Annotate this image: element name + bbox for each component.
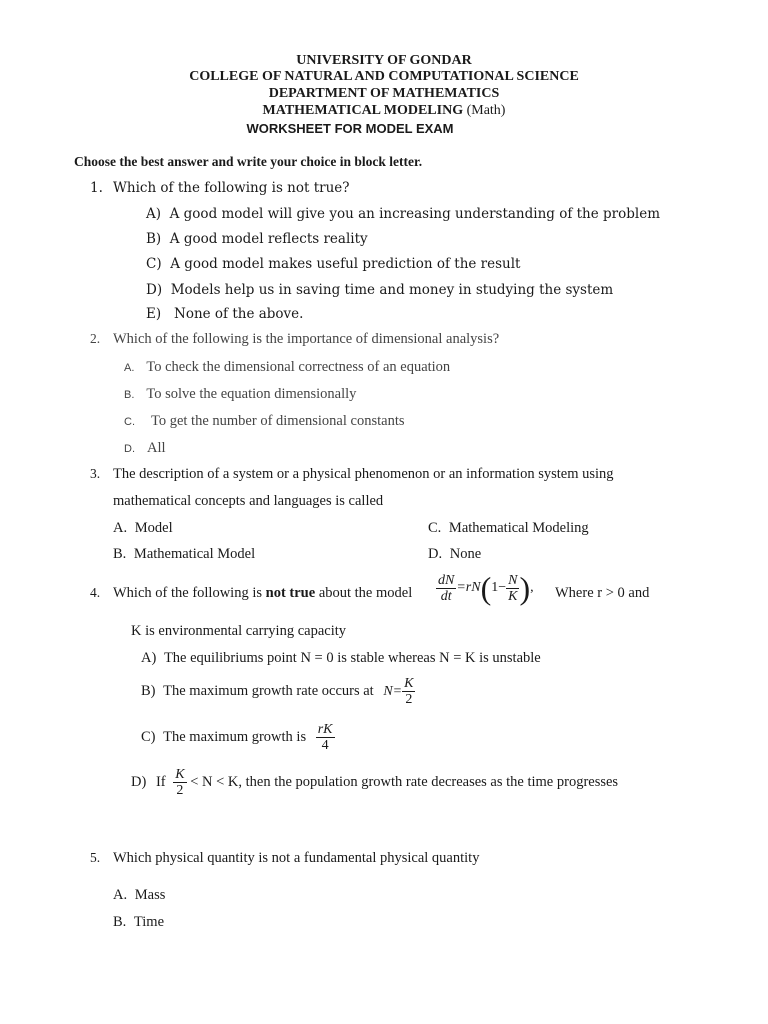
- option-letter: D): [131, 773, 147, 790]
- q2-option-c: [124, 412, 405, 430]
- q2-option-a: [124, 358, 450, 376]
- q3-option-c: [428, 520, 589, 537]
- q3-option-b: [113, 546, 255, 563]
- option-text: Mathematical Modeling: [448, 520, 589, 536]
- q1-number: 1.: [90, 180, 103, 196]
- n-over-k-fraction: [506, 573, 519, 604]
- fraction-denominator: 2: [176, 783, 184, 798]
- option-letter: D.: [428, 546, 443, 562]
- option-text: To solve the equation dimensionally: [146, 386, 357, 402]
- option-letter: C.: [428, 520, 442, 536]
- q2-option-d: [124, 439, 166, 457]
- q1-option-b: [146, 231, 368, 247]
- equation-middle: =rN: [456, 580, 481, 596]
- department-name: DEPARTMENT OF MATHEMATICS: [268, 86, 500, 101]
- q4-option-d: [131, 767, 618, 798]
- option-text: None: [449, 546, 482, 562]
- college-name: COLLEGE OF NATURAL AND COMPUTATIONAL SCIENCE: [189, 69, 579, 84]
- q4-text-line2: K is environmental carrying capacity: [131, 623, 347, 639]
- q3-number: 3.: [90, 466, 101, 481]
- option-text: All: [147, 440, 166, 456]
- q3-option-d: [428, 546, 481, 563]
- option-text: Mathematical Model: [133, 546, 256, 562]
- option-text: The equilibriums point N = 0 is stable whereas N = K is unstable: [163, 650, 541, 666]
- option-text: < N < K, then the population growth rate decreases as the time progresses: [190, 773, 619, 790]
- q2-option-b: [124, 385, 356, 403]
- option-text: Models help us in saving time and money in studying the system: [170, 282, 614, 298]
- option-letter: E): [146, 306, 162, 322]
- q4-number: 4.: [90, 585, 101, 600]
- q4-text: [113, 585, 412, 602]
- instruction-text: Choose the best answer and write your choice in block letter.: [74, 154, 423, 169]
- fraction-numerator: K: [404, 676, 414, 691]
- q5-option-b: [113, 914, 164, 931]
- option-text: A good model reflects reality: [169, 231, 368, 247]
- option-text: Time: [133, 914, 165, 930]
- q5-number: 5.: [90, 850, 101, 865]
- option-letter: B.: [124, 389, 135, 401]
- q4-text-bold: not true: [265, 585, 316, 601]
- course-code: (Math): [466, 103, 506, 118]
- equation-comma: ,: [530, 580, 534, 596]
- left-paren: (: [480, 570, 492, 606]
- option-text: A good model will give you an increasing understanding of the problem: [169, 206, 660, 222]
- q5-option-a: [113, 887, 165, 904]
- q4-text-post: about the model: [315, 585, 413, 601]
- one-minus: 1−: [491, 580, 507, 596]
- option-text: None of the above.: [174, 306, 304, 322]
- q2-number: 2.: [90, 331, 101, 346]
- fraction-denominator: K: [508, 588, 518, 604]
- university-name: UNIVERSITY OF GONDAR: [296, 53, 472, 68]
- option-letter: C): [141, 728, 156, 745]
- course-title: [0, 103, 768, 119]
- math-n-equals: N=: [383, 683, 403, 699]
- option-text: A good model makes useful prediction of the result: [170, 256, 521, 272]
- option-letter: A.: [113, 520, 128, 536]
- option-letter: B): [146, 231, 162, 247]
- right-paren: ): [519, 570, 531, 606]
- q4-option-b: [141, 676, 415, 707]
- option-letter: A): [141, 650, 157, 666]
- option-letter: D.: [124, 443, 135, 455]
- k-over-2-fraction: [402, 676, 415, 707]
- q5-text: Which physical quantity is not a fundamental physical quantity: [113, 850, 480, 866]
- option-letter: B.: [113, 914, 127, 930]
- q4-option-c: [141, 722, 335, 753]
- option-text: To check the dimensional correctness of an equation: [146, 359, 451, 375]
- option-text: Model: [134, 520, 173, 536]
- option-text: The maximum growth is: [163, 728, 307, 745]
- q1-option-e: [146, 306, 303, 322]
- option-letter: B): [141, 682, 156, 699]
- q1-option-d: [146, 282, 613, 298]
- option-text: Mass: [134, 887, 166, 903]
- option-letter: B.: [113, 546, 127, 562]
- option-text: To get the number of dimensional constants: [151, 413, 405, 429]
- logistic-equation: [436, 572, 534, 604]
- q4-text-pre: Which of the following is: [113, 585, 266, 601]
- option-letter: A.: [124, 362, 135, 374]
- dn-dt-fraction: [436, 573, 456, 604]
- fraction-denominator: dt: [440, 588, 452, 604]
- q4-option-a: [141, 650, 541, 667]
- option-letter: A.: [113, 887, 128, 903]
- q3-text-line2: mathematical concepts and languages is called: [113, 493, 384, 509]
- fraction-numerator: K: [175, 767, 185, 782]
- q1-text: Which of the following is not true?: [113, 180, 350, 196]
- option-text: The maximum growth rate occurs at: [163, 682, 374, 699]
- fraction-numerator: N: [508, 572, 518, 588]
- rk-over-4-fraction: [316, 722, 335, 753]
- fraction-numerator: dN: [438, 572, 455, 588]
- option-letter: C.: [124, 416, 135, 428]
- q1-option-c: [146, 256, 520, 272]
- option-letter: D): [146, 282, 163, 298]
- option-letter: C): [146, 256, 162, 272]
- course-title-main: MATHEMATICAL MODELING: [262, 103, 464, 118]
- k-over-2-fraction: [173, 767, 186, 798]
- q3-text-line1: The description of a system or a physical phenomenon or an information system using: [113, 466, 614, 482]
- fraction-numerator: rK: [317, 722, 333, 737]
- fraction-denominator: 4: [321, 738, 329, 753]
- option-if: If: [155, 773, 166, 790]
- q3-option-a: [113, 520, 173, 537]
- fraction-denominator: 2: [405, 692, 413, 707]
- q2-text: Which of the following is the importance of dimensional analysis?: [113, 331, 500, 347]
- option-letter: A): [146, 206, 162, 222]
- q1-option-a: [146, 206, 660, 222]
- q4-where: Where r > 0 and: [555, 585, 650, 601]
- worksheet-title: WORKSHEET FOR MODEL EXAM: [246, 121, 454, 136]
